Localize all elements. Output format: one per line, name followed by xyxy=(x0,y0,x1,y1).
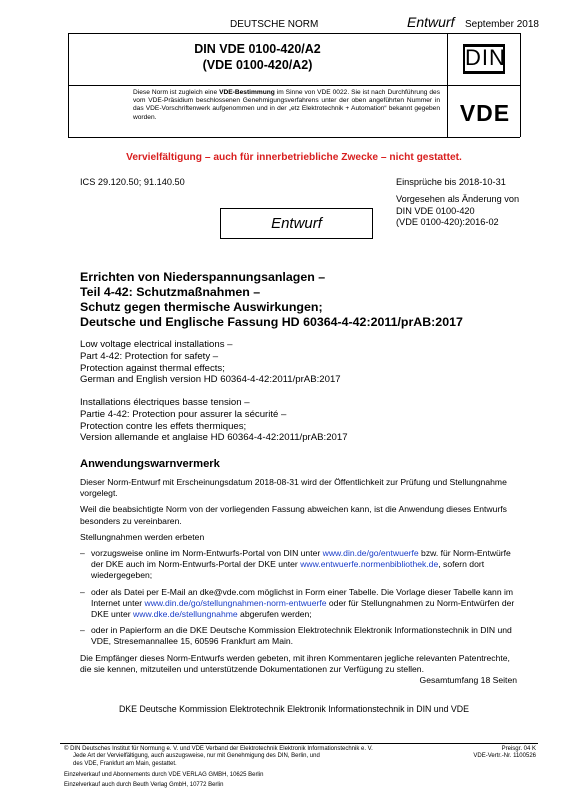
din-portal-link[interactable]: www.din.de/go/entwuerfe xyxy=(322,548,419,559)
bullet-dash: – xyxy=(80,548,85,559)
title-english: Low voltage electrical installations – Part 4-42: Protection for safety – Protection against thermal effects; German and English version HD 60364-4-42:2011/prAB:2017 xyxy=(80,339,341,386)
frame-right xyxy=(520,33,521,137)
draft-box-text: Entwurf xyxy=(271,215,322,232)
dke-portal-link[interactable]: www.entwuerfe.normenbibliothek.de xyxy=(300,559,439,570)
footer-sales: Einzelverkauf und Abonnements durch VDE VERLAG GMBH, 10625 Berlin Einzelverkauf auch durch Beuth Verlag GmbH, 10772 Berlin xyxy=(64,772,264,788)
doc-number: DIN VDE 0100-420/A2 xyxy=(194,42,321,56)
warning-para-4: Die Empfänger dieses Norm-Entwurfs werden gebeten, mit ihren Kommentaren jegliche relevanten Patentrechte, die sie kennen, mitzuteilen und unterstützende Dokumentationen zur Verfügung zu stellen. xyxy=(80,652,510,674)
amendment-info: Vorgesehen als Änderung von DIN VDE 0100-420 (VDE 0100-420):2016-02 xyxy=(396,194,520,227)
date-label: September 2018 xyxy=(465,19,539,30)
bullet-dash: – xyxy=(80,586,85,597)
objection-deadline: Einsprüche bis 2018-10-31 xyxy=(396,177,506,187)
warning-para-2: Weil die beabsichtigte Norm von der vorliegenden Fassung abweichen kann, ist die Anwendung dieses Entwurfs besonders zu vereinbaren. xyxy=(80,504,507,526)
norm-label: DEUTSCHE NORM xyxy=(230,19,319,30)
footer-rule xyxy=(60,743,538,744)
reproduction-notice: Vervielfältigung – auch für innerbetriebliche Zwecke – nicht gestattet. xyxy=(126,152,462,163)
draft-box xyxy=(220,208,373,239)
footer-codes xyxy=(440,746,536,761)
dke-line: DKE Deutsche Kommission Elektrotechnik Elektronik Informationstechnik in DIN und VDE xyxy=(118,704,470,714)
frame-top xyxy=(68,33,520,34)
warning-body xyxy=(80,477,517,686)
frame-mid xyxy=(68,85,520,86)
comment-option-online: – vorzugsweise online im Norm-Entwurfs-Portal von DIN unter www.din.de/go/entwuerfe bzw. für Norm-Entwürfe der DKE auch im Norm-Entwurfs-Portal der DKE unter www.entwuerfe.normenbibliothek.de, sofern dort wiedergegeben; xyxy=(80,548,511,581)
ics-codes: ICS 29.120.50; 91.140.50 xyxy=(80,177,185,187)
bullet-dash: – xyxy=(80,625,85,636)
comment-option-email: – oder als Datei per E-Mail an dke@vde.com möglichst in Form einer Tabelle. Die Vorlage dieser Tabelle kann im Internet unter www.din.de/go/stellungnahmen-norm-entwuerfe oder für Stellungnahmen zu Norm-Entwürfen der DKE unter www.dke.de/stellungnahme abgerufen werden; xyxy=(80,586,515,620)
title-french: Installations électriques basse tension – Partie 4-42: Protection pour assurer la sécurité – Protection contre les effets thermiques; Version allemande et anglaise HD 60364-4-42:2011/prAB:2017 xyxy=(80,397,348,444)
frame-bottom xyxy=(68,137,520,138)
total-pages: Gesamtumfang 18 Seiten xyxy=(419,675,517,686)
comment-option-paper: – oder in Papierform an die DKE Deutsche Kommission Elektrotechnik Elektronik Informationstechnik in DIN und VDE, Stresemannallee 15, 60596 Frankfurt am Main. xyxy=(80,625,512,647)
vde-contract-number: VDE-Vertr.-Nr. 1100526 xyxy=(473,753,536,760)
vde-logo: VDE xyxy=(459,100,511,126)
warning-para-3: Stellungnahmen werden erbeten xyxy=(80,531,205,542)
price-group: Preisgr. 04 K xyxy=(501,746,536,752)
draft-label: Entwurf xyxy=(407,14,455,30)
din-logo-text: DIN xyxy=(465,45,506,70)
title-german: Errichten von Niederspannungsanlagen – Teil 4-42: Schutzmaßnahmen – Schutz gegen thermische Auswirkungen; Deutsche und Englische Fassung HD 60364-4-42:2011/prAB:2017 xyxy=(80,270,463,329)
warning-para-1: Dieser Norm-Entwurf mit Erscheinungsdatum 2018-08-31 wird der Öffentlichkeit zur Prüfung und Stellungnahme vorgelegt. xyxy=(80,477,507,499)
din-template-link[interactable]: www.din.de/go/stellungnahmen-norm-entwuerfe xyxy=(144,597,327,608)
dke-template-link[interactable]: www.dke.de/stellungnahme xyxy=(133,609,238,620)
footer-copyright: © DIN Deutsches Institut für Normung e. V. und VDE Verband der Elektrotechnik Elektronik Informationstechnik e. V. Jede Art der Vervielfältigung, auch auszugsweise, nur mit Genehmigung des DIN, Berlin, und des VDE, Frankfurt am Main, gestattet. xyxy=(64,746,373,767)
doc-number-vde: (VDE 0100-420/A2) xyxy=(202,58,313,72)
vde-notice: Diese Norm ist zugleich eine VDE-Bestimmung im Sinne von VDE 0022. Sie ist nach Durchführung des vom VDE-Präsidium beschlossenen Genehmigungsverfahrens unter der oben angeführten Nummer in das VDE-Vorschriftenwerk aufgenommen und in der „etz Elektrotechnik + Automation“ bekannt gegeben worden. xyxy=(133,89,441,121)
warning-heading: Anwendungswarnvermerk xyxy=(80,458,220,470)
din-logo xyxy=(463,44,505,74)
